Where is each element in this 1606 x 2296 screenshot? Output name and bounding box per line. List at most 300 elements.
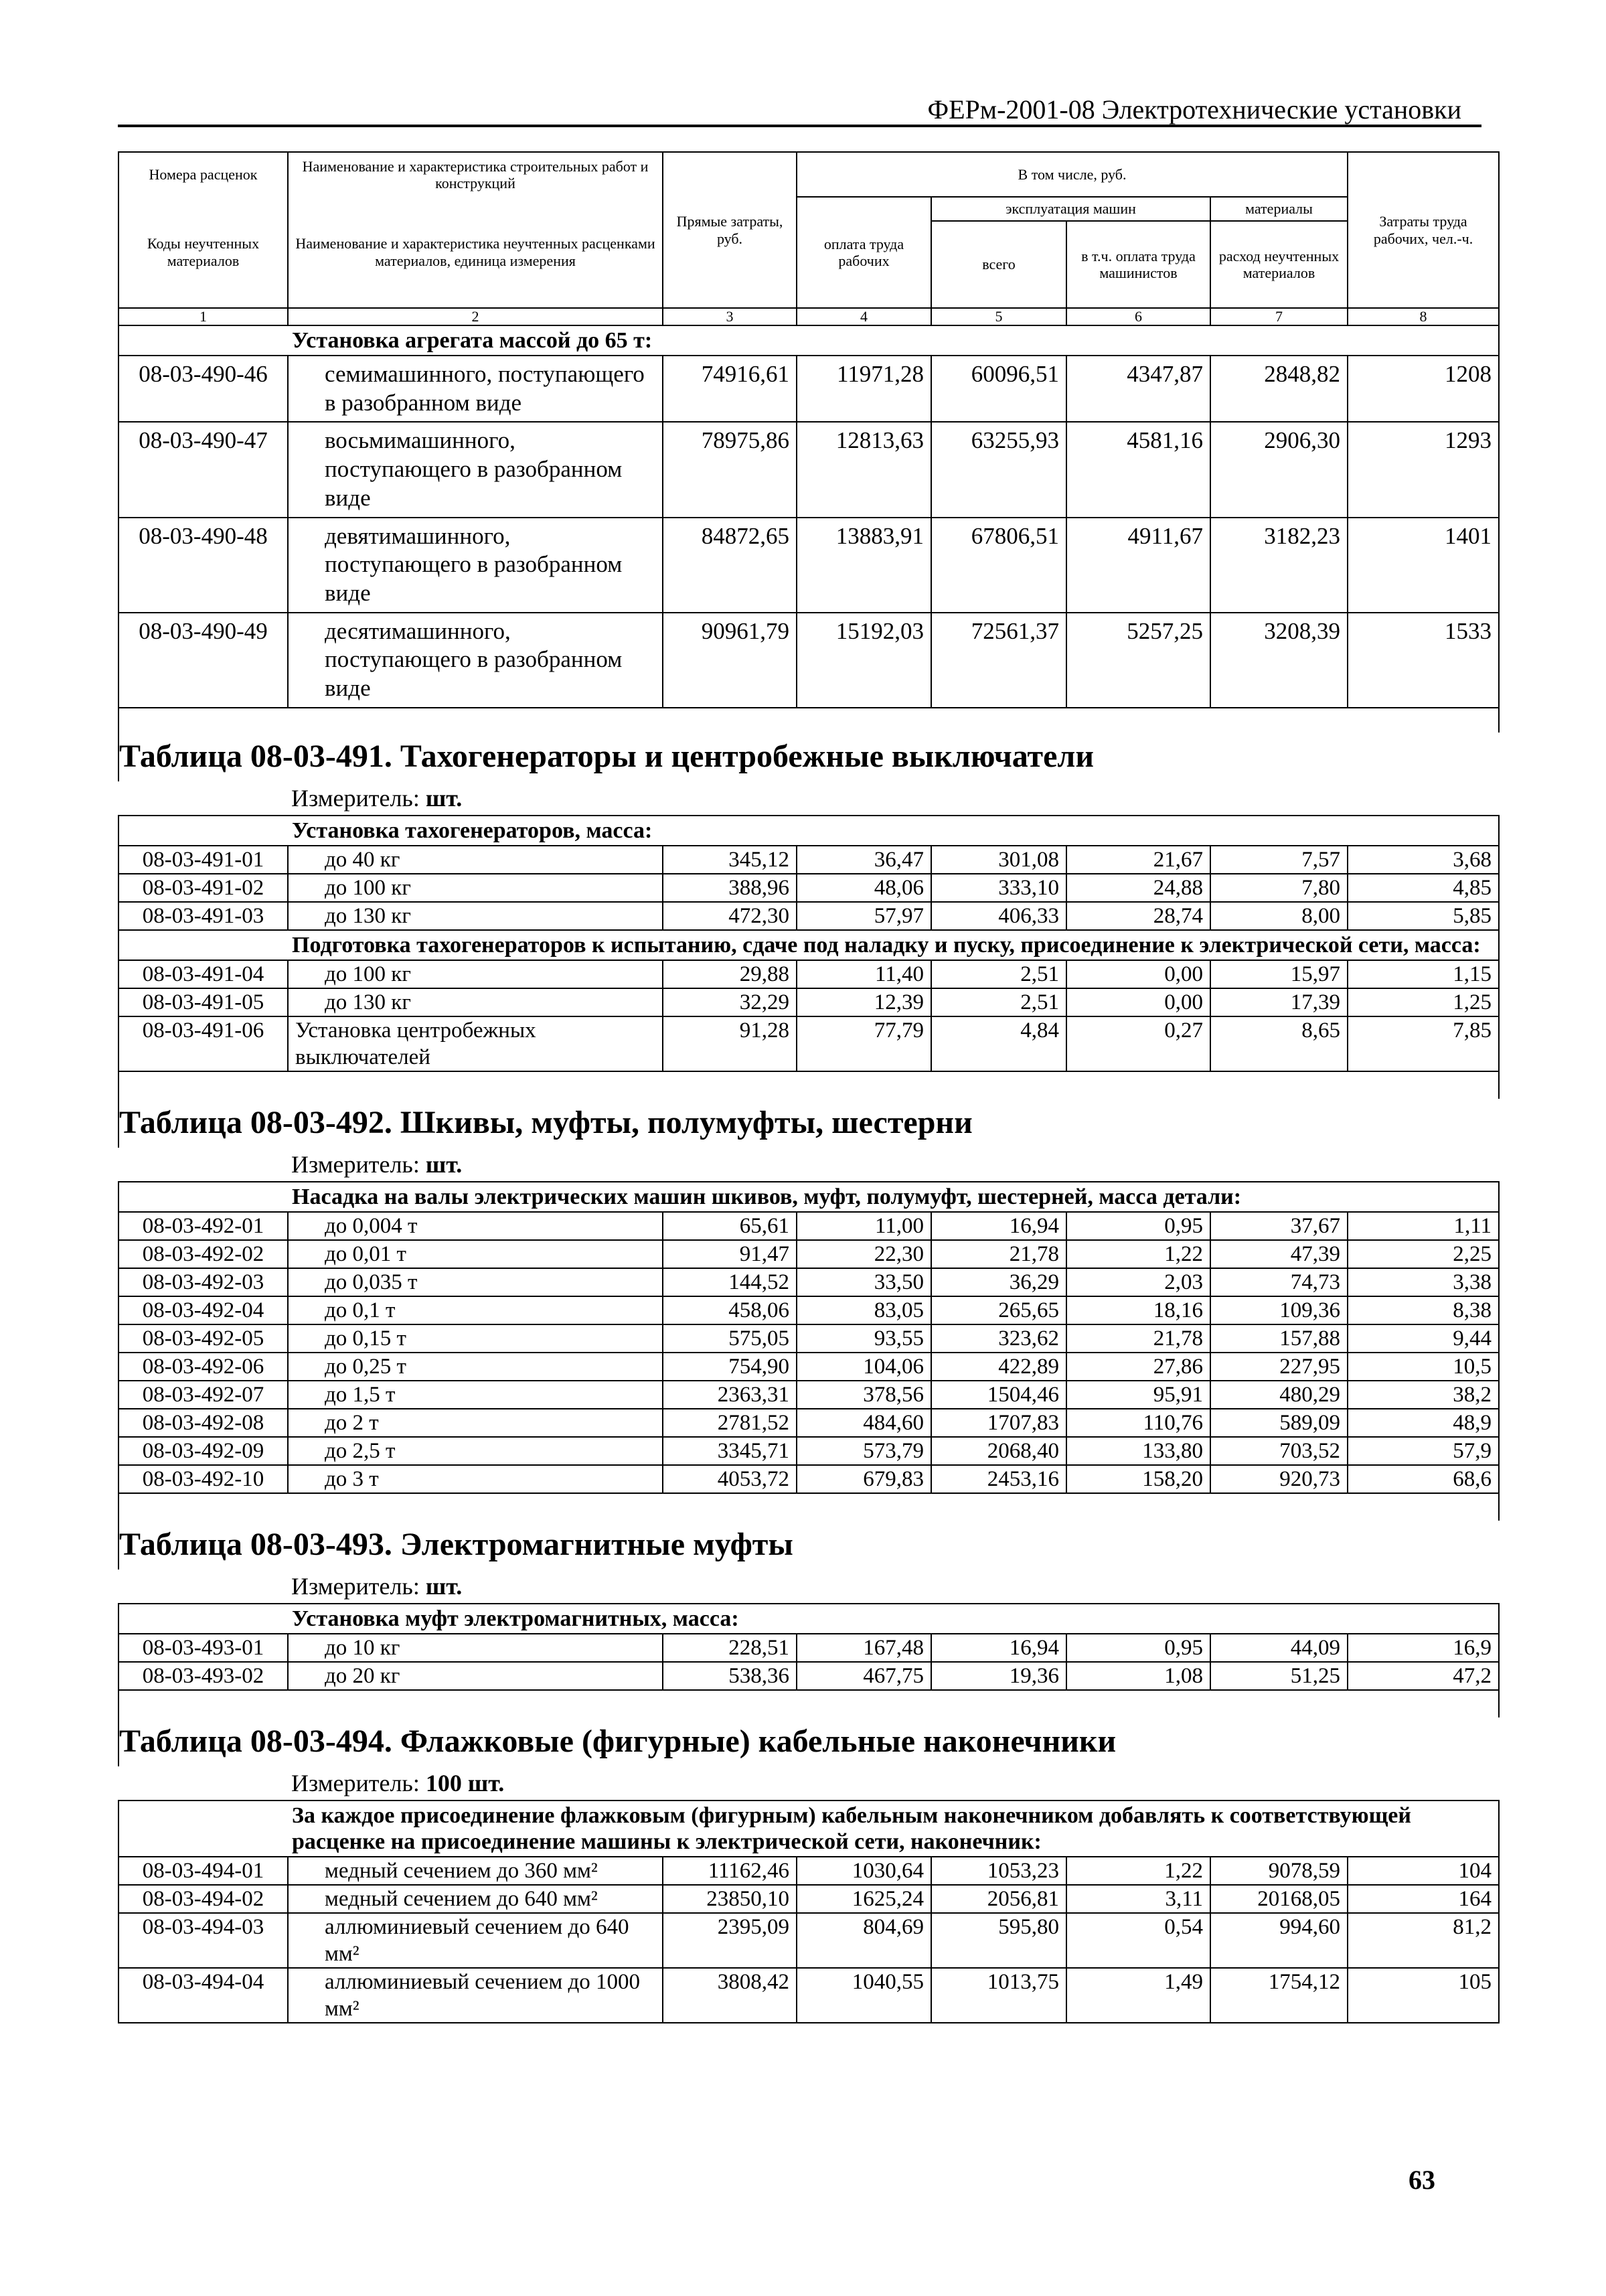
machine-total: 60096,51 [931, 356, 1066, 422]
rate-code: 08-03-492-08 [118, 1409, 288, 1437]
spacer-row [118, 1493, 1499, 1521]
labor-hours: 2,25 [1348, 1240, 1499, 1268]
measure-unit: 100 шт. [425, 1770, 505, 1797]
spacer [118, 1690, 1499, 1717]
machine-total: 265,65 [931, 1296, 1066, 1324]
materials: 109,36 [1210, 1296, 1348, 1324]
direct-cost: 91,28 [663, 1016, 797, 1071]
machinist-pay: 2,03 [1066, 1268, 1210, 1296]
table-row [118, 1913, 1499, 1968]
header-vtch: в т.ч. оплата труда машинистов [1066, 221, 1210, 308]
labor-pay: 22,30 [797, 1240, 931, 1268]
group-heading: Установка муфт электромагнитных, масса: [288, 1604, 1499, 1634]
materials: 227,95 [1210, 1353, 1348, 1381]
materials: 2906,30 [1210, 422, 1348, 517]
materials: 7,57 [1210, 846, 1348, 874]
measure-row [118, 781, 1499, 816]
machine-total: 2,51 [931, 960, 1066, 988]
machinist-pay: 21,67 [1066, 846, 1210, 874]
measure-unit: шт. [425, 784, 463, 812]
spacer-row [118, 1071, 1499, 1099]
header-rashod: расход неучтенных материалов [1210, 221, 1348, 308]
table-title: Таблица 08-03-492. Шкивы, муфты, полумуфты, шестерни [118, 1099, 1499, 1148]
rate-code: 08-03-492-07 [118, 1381, 288, 1409]
labor-hours: 3,68 [1348, 846, 1499, 874]
labor-hours: 5,85 [1348, 902, 1499, 930]
measure-row [118, 1570, 1499, 1604]
rate-code: 08-03-493-01 [118, 1634, 288, 1662]
measure [118, 1570, 1499, 1604]
rate-code: 08-03-490-48 [118, 518, 288, 613]
header-nomera: Номера расценок [118, 152, 288, 197]
direct-cost: 228,51 [663, 1634, 797, 1662]
direct-cost: 575,05 [663, 1324, 797, 1353]
table-row [118, 874, 1499, 902]
work-name: восьмимашинного, поступающего в разобранном виде [288, 422, 663, 517]
labor-pay: 804,69 [797, 1913, 931, 1968]
labor-pay: 1030,64 [797, 1857, 931, 1885]
machine-total: 595,80 [931, 1913, 1066, 1968]
measure-label: Измеритель: [291, 1572, 420, 1600]
measure-row [118, 1766, 1499, 1801]
materials: 44,09 [1210, 1634, 1348, 1662]
header-naim1: Наименование и характеристика строительных работ и конструкций [288, 152, 663, 197]
direct-cost: 2395,09 [663, 1913, 797, 1968]
work-name: до 0,004 т [288, 1212, 663, 1240]
group-code-blank [118, 325, 288, 356]
machine-total: 36,29 [931, 1268, 1066, 1296]
header-zatraty: Затраты труда рабочих, чел.-ч. [1348, 152, 1499, 308]
labor-hours: 48,9 [1348, 1409, 1499, 1437]
machine-total: 72561,37 [931, 613, 1066, 708]
materials: 3208,39 [1210, 613, 1348, 708]
header-vsego: всего [931, 221, 1066, 308]
rate-code: 08-03-492-06 [118, 1353, 288, 1381]
labor-pay: 573,79 [797, 1437, 931, 1465]
table-row [118, 1296, 1499, 1324]
labor-hours: 105 [1348, 1968, 1499, 2023]
materials: 8,65 [1210, 1016, 1348, 1071]
measure-row [118, 1148, 1499, 1182]
materials: 703,52 [1210, 1437, 1348, 1465]
table-row [118, 1268, 1499, 1296]
labor-pay: 57,97 [797, 902, 931, 930]
table-row [118, 1353, 1499, 1381]
machine-total: 2,51 [931, 988, 1066, 1016]
labor-pay: 11,00 [797, 1212, 931, 1240]
rate-code: 08-03-490-46 [118, 356, 288, 422]
table-row [118, 1381, 1499, 1409]
spacer [118, 708, 1499, 733]
machine-total: 1504,46 [931, 1381, 1066, 1409]
machinist-pay: 1,49 [1066, 1968, 1210, 2023]
machine-total: 21,78 [931, 1240, 1066, 1268]
materials: 2848,82 [1210, 356, 1348, 422]
direct-cost: 144,52 [663, 1268, 797, 1296]
work-name: медный сечением до 360 мм² [288, 1857, 663, 1885]
col-num: 2 [288, 308, 663, 325]
machinist-pay: 21,78 [1066, 1324, 1210, 1353]
table-row [118, 422, 1499, 517]
header-vtom: В том числе, руб. [797, 152, 1348, 197]
table-row [118, 1240, 1499, 1268]
labor-hours: 104 [1348, 1857, 1499, 1885]
table-row [118, 1409, 1499, 1437]
group-code-blank [118, 816, 288, 846]
work-name: до 130 кг [288, 988, 663, 1016]
materials: 994,60 [1210, 1913, 1348, 1968]
table-row [118, 356, 1499, 422]
rate-code: 08-03-492-03 [118, 1268, 288, 1296]
col-num: 8 [1348, 308, 1499, 325]
machine-total: 406,33 [931, 902, 1066, 930]
rate-code: 08-03-490-49 [118, 613, 288, 708]
rate-code: 08-03-493-02 [118, 1662, 288, 1690]
machinist-pay: 0,54 [1066, 1913, 1210, 1968]
machinist-pay: 0,27 [1066, 1016, 1210, 1071]
machinist-pay: 4911,67 [1066, 518, 1210, 613]
machine-total: 2453,16 [931, 1465, 1066, 1493]
work-name: аллюминиевый сечением до 640 мм² [288, 1913, 663, 1968]
work-name: до 100 кг [288, 874, 663, 902]
direct-cost: 3808,42 [663, 1968, 797, 2023]
page-number: 63 [1409, 2165, 1435, 2195]
work-name: до 3 т [288, 1465, 663, 1493]
materials: 51,25 [1210, 1662, 1348, 1690]
work-name: аллюминиевый сечением до 1000 мм² [288, 1968, 663, 2023]
table-row [118, 1465, 1499, 1493]
header-materialy: материалы [1210, 197, 1348, 221]
table-row [118, 960, 1499, 988]
direct-cost: 345,12 [663, 846, 797, 874]
group-code-blank [118, 1604, 288, 1634]
table-row [118, 613, 1499, 708]
header-naim2: Наименование и характеристика неучтенных расценками материалов, единица измерения [288, 197, 663, 308]
direct-cost: 2781,52 [663, 1409, 797, 1437]
materials: 480,29 [1210, 1381, 1348, 1409]
work-name: до 0,01 т [288, 1240, 663, 1268]
labor-hours: 7,85 [1348, 1016, 1499, 1071]
labor-hours: 57,9 [1348, 1437, 1499, 1465]
work-name: до 0,1 т [288, 1296, 663, 1324]
rate-code: 08-03-492-10 [118, 1465, 288, 1493]
machine-total: 2068,40 [931, 1437, 1066, 1465]
labor-hours: 1401 [1348, 518, 1499, 613]
measure-label: Измеритель: [291, 1770, 420, 1797]
rate-code: 08-03-494-04 [118, 1968, 288, 2023]
rate-code: 08-03-491-02 [118, 874, 288, 902]
header-ekspl: эксплуатация машин [931, 197, 1210, 221]
spacer [118, 1071, 1499, 1099]
machine-total: 2056,81 [931, 1885, 1066, 1913]
rate-code: 08-03-491-04 [118, 960, 288, 988]
labor-hours: 1,15 [1348, 960, 1499, 988]
direct-cost: 32,29 [663, 988, 797, 1016]
machinist-pay: 5257,25 [1066, 613, 1210, 708]
work-name: до 100 кг [288, 960, 663, 988]
work-name: до 10 кг [288, 1634, 663, 1662]
work-name: Установка центробежных выключателей [288, 1016, 663, 1071]
group-heading-row [118, 1801, 1499, 1857]
rate-code: 08-03-491-06 [118, 1016, 288, 1071]
table-title: Таблица 08-03-491. Тахогенераторы и центробежные выключатели [118, 733, 1499, 781]
machinist-pay: 110,76 [1066, 1409, 1210, 1437]
direct-cost: 84872,65 [663, 518, 797, 613]
col-num: 7 [1210, 308, 1348, 325]
col-num: 5 [931, 308, 1066, 325]
work-name: до 0,25 т [288, 1353, 663, 1381]
table-row [118, 1212, 1499, 1240]
col-num: 6 [1066, 308, 1210, 325]
materials: 15,97 [1210, 960, 1348, 988]
labor-pay: 48,06 [797, 874, 931, 902]
labor-pay: 12,39 [797, 988, 931, 1016]
group-heading: Подготовка тахогенераторов к испытанию, сдаче под наладку и пуску, присоединение к электрической сети, масса: [288, 930, 1499, 960]
machine-total: 63255,93 [931, 422, 1066, 517]
spacer-row [118, 1690, 1499, 1717]
col-num: 1 [118, 308, 288, 325]
machine-total: 67806,51 [931, 518, 1066, 613]
work-name: до 40 кг [288, 846, 663, 874]
machinist-pay: 4347,87 [1066, 356, 1210, 422]
table-row [118, 1437, 1499, 1465]
materials: 3182,23 [1210, 518, 1348, 613]
rate-code: 08-03-492-05 [118, 1324, 288, 1353]
rates-document [118, 151, 1498, 2023]
page-header: ФЕРм-2001-08 Электротехнические установки [927, 94, 1461, 125]
materials: 920,73 [1210, 1465, 1348, 1493]
labor-hours: 8,38 [1348, 1296, 1499, 1324]
labor-hours: 10,5 [1348, 1353, 1499, 1381]
spacer [118, 1493, 1499, 1521]
spacer-row [118, 708, 1499, 733]
direct-cost: 472,30 [663, 902, 797, 930]
materials: 74,73 [1210, 1268, 1348, 1296]
machine-total: 16,94 [931, 1634, 1066, 1662]
labor-pay: 167,48 [797, 1634, 931, 1662]
header-oplata: оплата труда рабочих [797, 197, 931, 308]
direct-cost: 91,47 [663, 1240, 797, 1268]
machine-total: 323,62 [931, 1324, 1066, 1353]
direct-cost: 4053,72 [663, 1465, 797, 1493]
labor-hours: 81,2 [1348, 1913, 1499, 1968]
table-title: Таблица 08-03-493. Электромагнитные муфты [118, 1521, 1499, 1570]
labor-hours: 68,6 [1348, 1465, 1499, 1493]
rates-table [118, 151, 1500, 2023]
rate-code: 08-03-491-05 [118, 988, 288, 1016]
machine-total: 4,84 [931, 1016, 1066, 1071]
measure [118, 1766, 1499, 1801]
group-heading-row [118, 816, 1499, 846]
machinist-pay: 18,16 [1066, 1296, 1210, 1324]
table-row [118, 1324, 1499, 1353]
table-title-row [118, 1717, 1499, 1766]
work-name: до 0,035 т [288, 1268, 663, 1296]
rate-code: 08-03-490-47 [118, 422, 288, 517]
machinist-pay: 27,86 [1066, 1353, 1210, 1381]
machine-total: 301,08 [931, 846, 1066, 874]
materials: 20168,05 [1210, 1885, 1348, 1913]
machinist-pay: 1,22 [1066, 1857, 1210, 1885]
labor-pay: 1040,55 [797, 1968, 931, 2023]
direct-cost: 65,61 [663, 1212, 797, 1240]
labor-pay: 11,40 [797, 960, 931, 988]
materials: 7,80 [1210, 874, 1348, 902]
rate-code: 08-03-492-09 [118, 1437, 288, 1465]
labor-pay: 378,56 [797, 1381, 931, 1409]
group-heading: Установка агрегата массой до 65 т: [288, 325, 1499, 356]
materials: 589,09 [1210, 1409, 1348, 1437]
measure-label: Измеритель: [291, 1150, 420, 1178]
table-title-row [118, 1521, 1499, 1570]
group-heading: Насадка на валы электрических машин шкивов, муфт, полумуфт, шестерней, масса детали: [288, 1182, 1499, 1212]
work-name: семимашинного, поступающего в разобранном виде [288, 356, 663, 422]
header-pryamye: Прямые затраты, руб. [663, 152, 797, 308]
table-row [118, 1634, 1499, 1662]
group-code-blank [118, 1801, 288, 1857]
column-numbers-row [118, 308, 1499, 325]
labor-pay: 83,05 [797, 1296, 931, 1324]
machinist-pay: 0,95 [1066, 1634, 1210, 1662]
machinist-pay: 0,95 [1066, 1212, 1210, 1240]
direct-cost: 3345,71 [663, 1437, 797, 1465]
labor-pay: 77,79 [797, 1016, 931, 1071]
labor-hours: 1533 [1348, 613, 1499, 708]
direct-cost: 458,06 [663, 1296, 797, 1324]
machinist-pay: 0,00 [1066, 960, 1210, 988]
labor-hours: 1293 [1348, 422, 1499, 517]
machine-total: 1053,23 [931, 1857, 1066, 1885]
direct-cost: 11162,46 [663, 1857, 797, 1885]
measure-unit: шт. [425, 1572, 463, 1600]
work-name: до 0,15 т [288, 1324, 663, 1353]
machinist-pay: 24,88 [1066, 874, 1210, 902]
measure-label: Измеритель: [291, 784, 420, 812]
labor-hours: 1,25 [1348, 988, 1499, 1016]
work-name: до 1,5 т [288, 1381, 663, 1409]
work-name: до 2,5 т [288, 1437, 663, 1465]
table-row [118, 1968, 1499, 2023]
labor-hours: 47,2 [1348, 1662, 1499, 1690]
group-code-blank [118, 1182, 288, 1212]
rate-code: 08-03-494-03 [118, 1913, 288, 1968]
measure [118, 1148, 1499, 1182]
direct-cost: 23850,10 [663, 1885, 797, 1913]
machinist-pay: 3,11 [1066, 1885, 1210, 1913]
direct-cost: 29,88 [663, 960, 797, 988]
col-num: 4 [797, 308, 931, 325]
machinist-pay: 158,20 [1066, 1465, 1210, 1493]
table-row [118, 1885, 1499, 1913]
machine-total: 422,89 [931, 1353, 1066, 1381]
header-kody: Коды неучтенных материалов [118, 197, 288, 308]
labor-hours: 1,11 [1348, 1212, 1499, 1240]
labor-pay: 1625,24 [797, 1885, 931, 1913]
machinist-pay: 1,08 [1066, 1662, 1210, 1690]
work-name: медный сечением до 640 мм² [288, 1885, 663, 1913]
table-title-row [118, 733, 1499, 781]
table-row [118, 1662, 1499, 1690]
machinist-pay: 133,80 [1066, 1437, 1210, 1465]
materials: 17,39 [1210, 988, 1348, 1016]
work-name: до 20 кг [288, 1662, 663, 1690]
labor-pay: 13883,91 [797, 518, 931, 613]
materials: 157,88 [1210, 1324, 1348, 1353]
rate-code: 08-03-492-02 [118, 1240, 288, 1268]
machine-total: 1013,75 [931, 1968, 1066, 2023]
labor-pay: 15192,03 [797, 613, 931, 708]
table-row [118, 846, 1499, 874]
direct-cost: 90961,79 [663, 613, 797, 708]
labor-pay: 467,75 [797, 1662, 931, 1690]
group-heading-row [118, 1604, 1499, 1634]
labor-hours: 38,2 [1348, 1381, 1499, 1409]
work-name: десятимашинного, поступающего в разобранном виде [288, 613, 663, 708]
rate-code: 08-03-491-01 [118, 846, 288, 874]
labor-pay: 484,60 [797, 1409, 931, 1437]
materials: 37,67 [1210, 1212, 1348, 1240]
labor-hours: 16,9 [1348, 1634, 1499, 1662]
labor-pay: 93,55 [797, 1324, 931, 1353]
materials: 47,39 [1210, 1240, 1348, 1268]
materials: 1754,12 [1210, 1968, 1348, 2023]
labor-pay: 11971,28 [797, 356, 931, 422]
machinist-pay: 4581,16 [1066, 422, 1210, 517]
group-heading: Установка тахогенераторов, масса: [288, 816, 1499, 846]
labor-pay: 104,06 [797, 1353, 931, 1381]
header-rule [118, 125, 1481, 127]
work-name: до 2 т [288, 1409, 663, 1437]
direct-cost: 78975,86 [663, 422, 797, 517]
machinist-pay: 28,74 [1066, 902, 1210, 930]
labor-hours: 164 [1348, 1885, 1499, 1913]
table-title-row [118, 1099, 1499, 1148]
group-heading: За каждое присоединение флажковым (фигурным) кабельным наконечником добавлять к соответствующей расценке на присоединение машины к электрической сети, наконечник: [288, 1801, 1499, 1857]
machinist-pay: 0,00 [1066, 988, 1210, 1016]
measure [118, 781, 1499, 816]
table-row [118, 988, 1499, 1016]
table-row [118, 902, 1499, 930]
table-row [118, 1016, 1499, 1071]
machine-total: 333,10 [931, 874, 1066, 902]
machinist-pay: 1,22 [1066, 1240, 1210, 1268]
group-heading-row [118, 325, 1499, 356]
labor-pay: 33,50 [797, 1268, 931, 1296]
direct-cost: 74916,61 [663, 356, 797, 422]
rate-code: 08-03-494-02 [118, 1885, 288, 1913]
measure-unit: шт. [425, 1150, 463, 1178]
rate-code: 08-03-494-01 [118, 1857, 288, 1885]
labor-pay: 12813,63 [797, 422, 931, 517]
machine-total: 19,36 [931, 1662, 1066, 1690]
labor-hours: 4,85 [1348, 874, 1499, 902]
machine-total: 1707,83 [931, 1409, 1066, 1437]
rate-code: 08-03-491-03 [118, 902, 288, 930]
materials: 9078,59 [1210, 1857, 1348, 1885]
work-name: девятимашинного, поступающего в разобранном виде [288, 518, 663, 613]
work-name: до 130 кг [288, 902, 663, 930]
group-heading-row [118, 930, 1499, 960]
col-num: 3 [663, 308, 797, 325]
machinist-pay: 95,91 [1066, 1381, 1210, 1409]
group-code-blank [118, 930, 288, 960]
materials: 8,00 [1210, 902, 1348, 930]
direct-cost: 388,96 [663, 874, 797, 902]
labor-pay: 36,47 [797, 846, 931, 874]
table-row [118, 518, 1499, 613]
table-row [118, 1857, 1499, 1885]
rate-code: 08-03-492-04 [118, 1296, 288, 1324]
